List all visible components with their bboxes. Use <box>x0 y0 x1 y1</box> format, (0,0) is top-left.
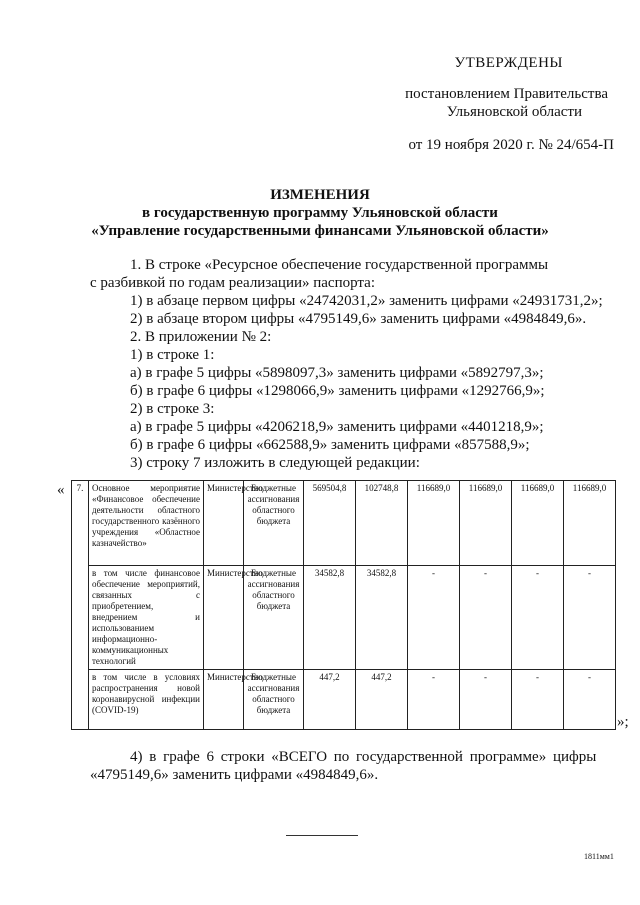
row-value: 34582,8 <box>304 566 356 670</box>
row-value: 447,2 <box>304 670 356 730</box>
row-value: 116689,0 <box>564 481 616 566</box>
doc-subtitle-2: «Управление государственными финансами Ульяновской области» <box>91 223 549 239</box>
paragraph-1-line-1: 1. В строке «Ресурсное обеспечение государственной программы <box>130 257 549 273</box>
paragraph-2-item-1: 1) в строке 1: <box>130 347 215 363</box>
paragraph-2-item-2a: а) в графе 5 цифры «4206218,9» заменить цифрами «4401218,9»; <box>130 419 544 435</box>
row-value: - <box>460 566 512 670</box>
paragraph-2: 2. В приложении № 2: <box>130 329 272 345</box>
document-stamp: 1811мм1 <box>584 852 614 861</box>
row-source: Бюджетные ассигнования областного бюджета <box>244 481 304 566</box>
end-rule <box>286 835 358 836</box>
row-value: - <box>408 670 460 730</box>
paragraph-1-line-2: с разбивкой по годам реализации» паспорта: <box>90 275 375 291</box>
row-value: - <box>512 670 564 730</box>
row-executor: Министерство <box>204 670 244 730</box>
row-value: - <box>408 566 460 670</box>
row-value: 34582,8 <box>356 566 408 670</box>
decree-line-2: Ульяновской области <box>446 104 582 120</box>
paragraph-2-item-1b: б) в графе 6 цифры «1298066,9» заменить цифрами «1292766,9»; <box>130 383 545 399</box>
paragraph-4-line-1: 4) в графе 6 строки «ВСЕГО по государственной программе» цифры <box>130 749 597 765</box>
row-value: 569504,8 <box>304 481 356 566</box>
paragraph-2-item-2: 2) в строке 3: <box>130 401 215 417</box>
decree-date: от 19 ноября 2020 г. № 24/654-П <box>408 137 614 153</box>
approved-heading: УТВЕРЖДЕНЫ <box>454 55 563 71</box>
row-value: 116689,0 <box>512 481 564 566</box>
paragraph-4-line-2: «4795149,6» заменить цифрами «4984849,6». <box>90 767 379 783</box>
row-number: 7. <box>72 481 89 730</box>
row-value: 116689,0 <box>460 481 512 566</box>
paragraph-2-item-2b: б) в графе 6 цифры «662588,9» заменить цифрами «857588,9»; <box>130 437 530 453</box>
decree-line-1: постановлением Правительства <box>405 86 608 102</box>
row-value: - <box>564 670 616 730</box>
row-name: в том числе финансовое обеспечение мероприятий, связанных с приобретением, внедрением и использованием информационно-коммуникационных технологий <box>89 566 204 670</box>
row-name: Основное мероприятие «Финансовое обеспечение деятельности областного государственного казённого учреждения «Областное казначейство» <box>89 481 204 566</box>
program-table <box>71 480 616 730</box>
paragraph-2-item-1a: а) в графе 5 цифры «5898097,3» заменить цифрами «5892797,3»; <box>130 365 544 381</box>
paragraph-2-item-3: 3) строку 7 изложить в следующей редакции: <box>130 455 420 471</box>
row-source: Бюджетные ассигнования областного бюджета <box>244 566 304 670</box>
row-value: 102748,8 <box>356 481 408 566</box>
paragraph-1-item-1: 1) в абзаце первом цифры «24742031,2» заменить цифрами «24931731,2»; <box>130 293 603 309</box>
table-quote-open: « <box>57 482 65 498</box>
row-executor: Министерство <box>204 481 244 566</box>
doc-title: ИЗМЕНЕНИЯ <box>270 187 370 203</box>
doc-subtitle-1: в государственную программу Ульяновской области <box>142 205 498 221</box>
row-value: - <box>564 566 616 670</box>
table-row <box>72 481 616 566</box>
row-value: 447,2 <box>356 670 408 730</box>
row-name: в том числе в условиях распространения новой коронавирусной инфекции (COVID-19) <box>89 670 204 730</box>
row-value: 116689,0 <box>408 481 460 566</box>
row-executor: Министерство <box>204 566 244 670</box>
paragraph-1-item-2: 2) в абзаце втором цифры «4795149,6» заменить цифрами «4984849,6». <box>130 311 587 327</box>
table-quote-close: »; <box>617 714 629 730</box>
row-value: - <box>512 566 564 670</box>
table-row <box>72 670 616 730</box>
table-row <box>72 566 616 670</box>
row-value: - <box>460 670 512 730</box>
row-source: Бюджетные ассигнования областного бюджета <box>244 670 304 730</box>
